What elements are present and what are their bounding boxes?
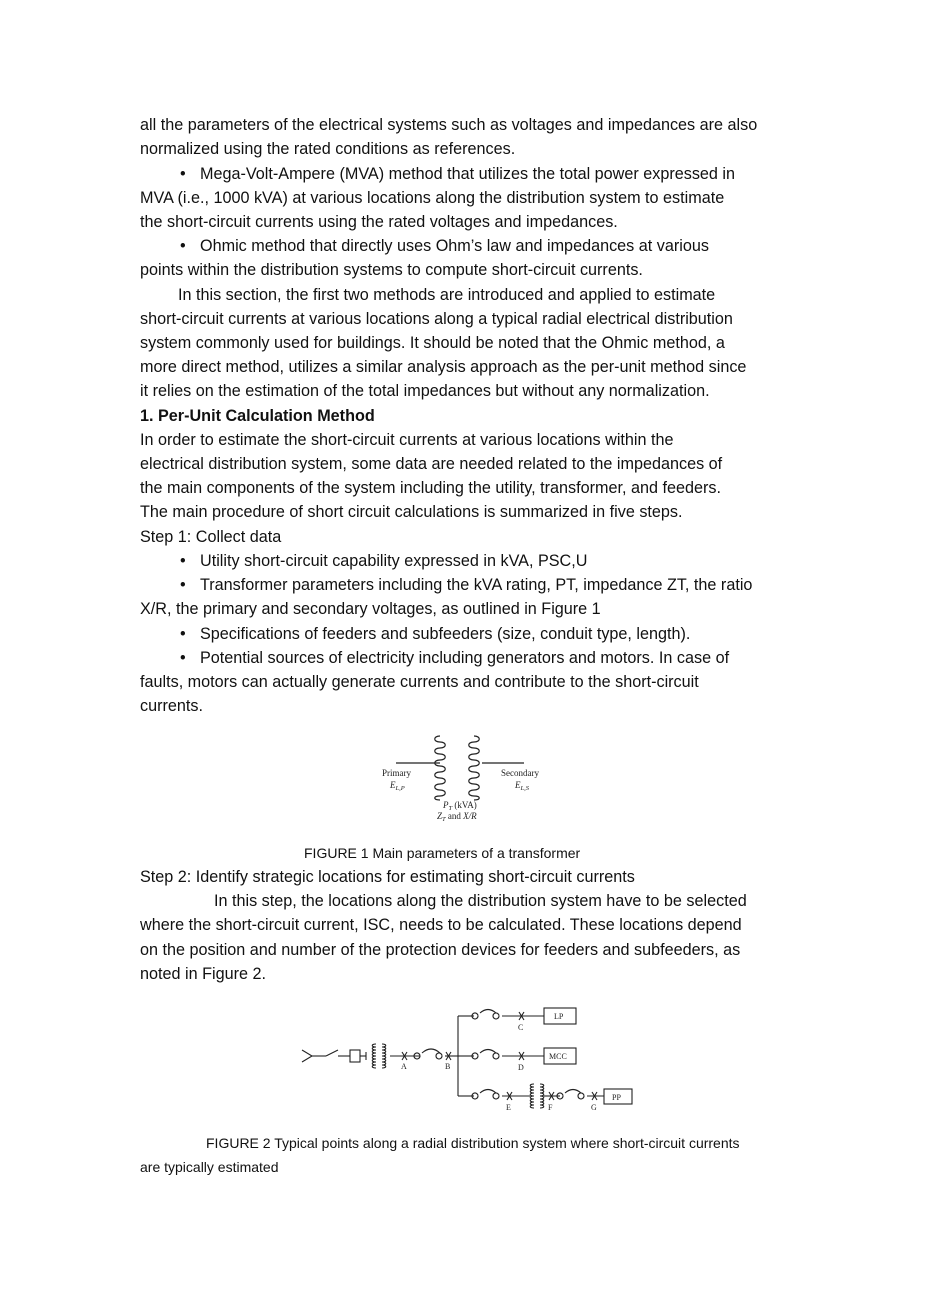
figure2-caption-line: FIGURE 2 Typical points along a radial distribution system where short-circuit currents — [206, 1135, 740, 1151]
impedance-label: $Z_T$ and X/R — [437, 811, 477, 823]
secondary-voltage-label: $E_{L,S}$ — [515, 780, 529, 792]
paragraph-line: the main components of the system including the utility, transformer, and feeders. — [140, 479, 721, 497]
main-transformer-icon — [372, 1044, 386, 1068]
figure2-caption-line: are typically estimated — [140, 1159, 279, 1175]
transformer-diagram — [370, 730, 560, 830]
power-rating-label: $P_T$ (kVA) — [443, 800, 477, 812]
paragraph-line: the short-circuit currents using the rated voltages and impedances. — [140, 213, 618, 231]
point-label-a: A — [401, 1062, 407, 1071]
paragraph-line: faults, motors can actually generate currents and contribute to the short-circuit — [140, 673, 699, 691]
bullet-item: • Ohmic method that directly uses Ohm’s law and impedances at various — [180, 234, 709, 258]
figure1-caption: FIGURE 1 Main parameters of a transformer — [304, 845, 581, 861]
paragraph-line: In order to estimate the short-circuit currents at various locations within the — [140, 431, 674, 449]
paragraph-line: currents. — [140, 697, 203, 715]
bullet-mark: • — [180, 625, 186, 643]
primary-winding — [435, 736, 446, 800]
point-label-b: B — [445, 1062, 451, 1071]
paragraph-line: noted in Figure 2. — [140, 965, 266, 983]
main-breaker — [414, 1049, 442, 1059]
bullet-item: • Transformer parameters including the kVA rating, PT, impedance ZT, the ratio — [180, 573, 752, 597]
distribution-diagram — [298, 1000, 638, 1115]
disconnect-switch — [326, 1050, 338, 1056]
bullet-item: • Utility short-circuit capability expressed in kVA, PSC,U — [180, 549, 587, 573]
load-label-mcc: MCC — [549, 1052, 567, 1061]
paragraph-line: more direct method, utilizes a similar analysis approach as the per-unit method since — [140, 358, 747, 376]
paragraph-line: all the parameters of the electrical systems such as voltages and impedances are also — [140, 116, 758, 134]
load-label-pp: PP — [612, 1093, 621, 1102]
paragraph-line: electrical distribution system, some data are needed related to the impedances of — [140, 455, 723, 473]
paragraph-line: it relies on the estimation of the total impedances but without any normalization. — [140, 382, 710, 400]
fuse-symbol — [350, 1050, 360, 1062]
paragraph-line: MVA (i.e., 1000 kVA) at various locations along the distribution system to estimate — [140, 189, 725, 207]
paragraph-line: where the short-circuit current, ISC, needs to be calculated. These locations depend — [140, 916, 742, 934]
paragraph-line: In this step, the locations along the distribution system have to be selected — [214, 892, 747, 910]
point-label-f: F — [548, 1103, 553, 1112]
secondary-winding — [469, 736, 480, 800]
bullet-item: • Mega-Volt-Ampere (MVA) method that utilizes the total power expressed in — [180, 162, 735, 186]
paragraph-line: points within the distribution systems to compute short-circuit currents. — [140, 261, 643, 279]
bullet-mark: • — [180, 237, 186, 255]
sub-feeder-breaker — [557, 1090, 584, 1099]
paragraph-line: system commonly used for buildings. It should be noted that the Ohmic method, a — [140, 334, 725, 352]
point-label-e: E — [506, 1103, 511, 1112]
bullet-mark: • — [180, 576, 186, 594]
point-label-c: C — [518, 1023, 524, 1032]
bullet-item: • Potential sources of electricity including generators and motors. In case of — [180, 646, 729, 670]
point-label-g: G — [591, 1103, 597, 1112]
bullet-item: • Specifications of feeders and subfeeders (size, conduit type, length). — [180, 622, 690, 646]
secondary-label: Secondary — [501, 768, 539, 778]
feeder-breaker-mcc — [472, 1050, 499, 1059]
step-heading: Step 1: Collect data — [140, 528, 282, 546]
section-heading: 1. Per-Unit Calculation Method — [140, 407, 375, 425]
point-label-d: D — [518, 1063, 524, 1072]
step-heading: Step 2: Identify strategic locations for estimating short-circuit currents — [140, 868, 635, 886]
feeder-breaker-lp — [472, 1010, 499, 1019]
load-label-lp: LP — [554, 1012, 564, 1021]
paragraph-line: X/R, the primary and secondary voltages, as outlined in Figure 1 — [140, 600, 601, 618]
sub-transformer-icon — [530, 1084, 544, 1108]
paragraph-line: short-circuit currents at various locations along a typical radial electrical distribution — [140, 310, 733, 328]
utility-source-symbol — [302, 1050, 312, 1062]
feeder-breaker-pp — [472, 1090, 499, 1099]
bullet-mark: • — [180, 552, 186, 570]
bullet-mark: • — [180, 165, 186, 183]
bullet-mark: • — [180, 649, 186, 667]
paragraph-line: The main procedure of short circuit calculations is summarized in five steps. — [140, 503, 683, 521]
primary-voltage-label: $E_{L,P}$ — [390, 780, 405, 792]
paragraph-line: on the position and number of the protection devices for feeders and subfeeders, as — [140, 941, 741, 959]
paragraph-line: normalized using the rated conditions as references. — [140, 140, 516, 158]
paragraph-line: In this section, the first two methods are introduced and applied to estimate — [178, 286, 716, 304]
primary-label: Primary — [382, 768, 411, 778]
